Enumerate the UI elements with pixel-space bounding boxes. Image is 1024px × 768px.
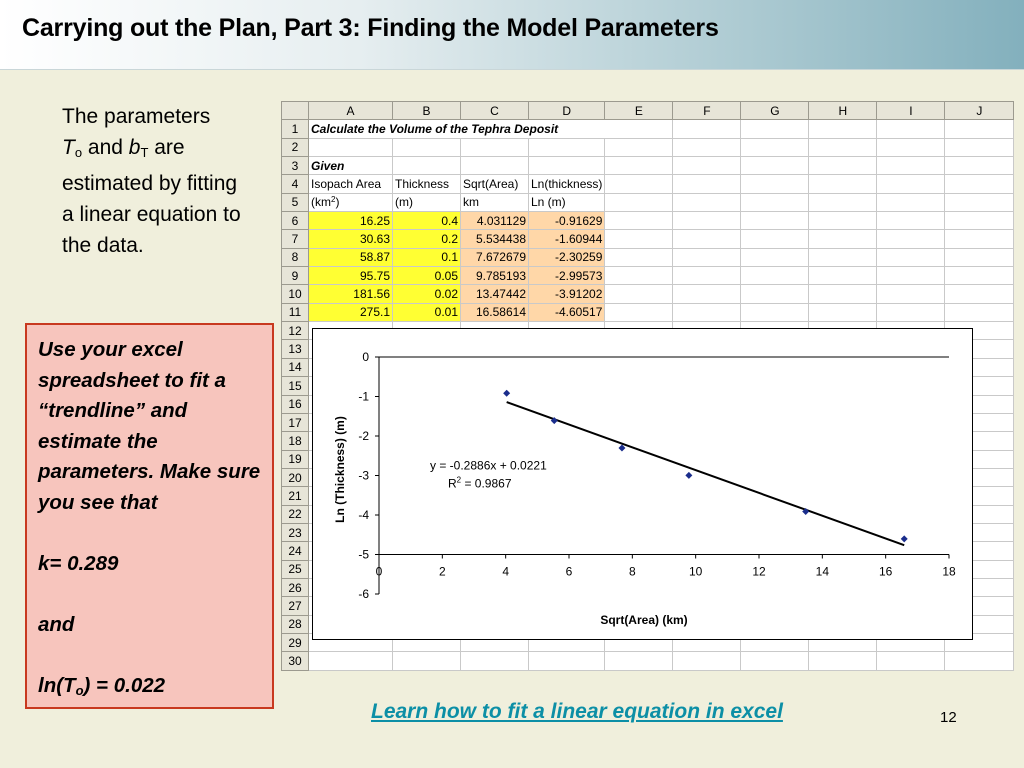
data-cell[interactable]: 181.56 [309,285,393,303]
row-header[interactable]: 15 [282,377,309,395]
callout-instruction: Use your excel spreadsheet to fit a “trendline” and estimate the parameters. Make sure you see that [38,338,261,514]
row-header[interactable]: 19 [282,450,309,468]
cell[interactable] [741,267,809,285]
unit-cell[interactable]: km [461,193,529,211]
row-header[interactable]: 12 [282,322,309,340]
cell[interactable] [461,157,529,175]
data-cell[interactable]: 0.01 [393,303,461,321]
column-header[interactable]: A [309,102,393,120]
sheet-row [282,303,1014,321]
t-symbol: T [62,136,75,159]
sheet-row [282,157,1014,175]
row-header[interactable]: 13 [282,340,309,358]
data-cell[interactable]: -4.60517 [529,303,605,321]
cell[interactable] [741,138,809,156]
unit-text: ) [335,195,340,210]
x-axis-title: Sqrt(Area) (km) [600,613,688,627]
chart-canvas [313,329,972,639]
y-tick-label: -2 [358,429,369,443]
cell[interactable] [945,285,1014,303]
row-header[interactable]: 4 [282,175,309,193]
row-header[interactable]: 20 [282,468,309,486]
cell[interactable] [393,157,461,175]
page-number: 12 [940,709,957,726]
data-point [503,390,510,397]
x-tick-label: 14 [815,564,830,579]
row-header[interactable]: 11 [282,303,309,321]
y-tick-label: -4 [358,508,369,522]
trendline [507,402,905,545]
data-cell[interactable]: 16.58614 [461,303,529,321]
callout-k-value: k= 0.289 [38,551,119,575]
row-header[interactable]: 8 [282,248,309,266]
y-tick-label: -3 [358,468,369,483]
slide-title: Carrying out the Plan, Part 3: Finding the Model Parameters [22,14,719,42]
data-cell[interactable]: 0.1 [393,248,461,266]
y-tick-label: -1 [358,389,369,404]
cell[interactable] [809,120,877,138]
cell[interactable] [605,267,673,285]
data-cell[interactable]: 0.2 [393,230,461,248]
cell[interactable] [605,230,673,248]
cell[interactable] [945,248,1014,266]
cell[interactable] [945,212,1014,230]
sheet-row [282,230,1014,248]
cell[interactable] [809,193,877,211]
x-tick-label: 6 [565,564,573,579]
row-header[interactable]: 24 [282,542,309,560]
cell[interactable] [741,303,809,321]
ln-subscript: o [75,682,84,698]
cell[interactable] [809,175,877,193]
scatter-chart[interactable] [312,328,973,640]
cell[interactable] [673,285,741,303]
y-tick-label: -6 [358,587,369,601]
ln-suffix: ) = 0.022 [83,673,166,697]
cell[interactable] [309,652,393,670]
cell[interactable] [877,138,945,156]
cell[interactable] [945,267,1014,285]
intro-and: and [82,136,129,159]
data-cell[interactable]: 30.63 [309,230,393,248]
cell[interactable] [741,193,809,211]
cell[interactable] [741,230,809,248]
data-point [685,472,692,479]
x-tick-label: 16 [878,564,893,579]
cell[interactable] [945,652,1014,670]
row-header[interactable]: 22 [282,505,309,523]
header-cell[interactable]: Ln(thickness) [529,175,605,193]
row-header[interactable]: 17 [282,413,309,431]
unit-cell[interactable] [309,193,393,211]
cell[interactable] [809,230,877,248]
cell[interactable] [605,212,673,230]
cell[interactable] [741,248,809,266]
cell[interactable] [877,157,945,175]
tutorial-link[interactable]: Learn how to fit a linear equation in excel [371,700,783,723]
column-header[interactable]: G [741,102,809,120]
unit-text: (km [311,195,331,210]
header-cell[interactable]: Isopach Area [309,175,393,193]
row-header[interactable]: 2 [282,138,309,156]
row-header[interactable]: 1 [282,120,309,138]
cell[interactable] [673,652,741,670]
unit-sup: 2 [331,195,336,205]
intro-text [62,101,252,261]
sheet-row [282,267,1014,285]
cell[interactable] [673,157,741,175]
cell[interactable] [741,212,809,230]
header-cell[interactable]: Thickness [393,175,461,193]
row-header[interactable]: 18 [282,432,309,450]
sheet-row [282,285,1014,303]
cell[interactable] [741,157,809,175]
x-tick-label: 2 [438,564,446,579]
data-point [901,535,908,542]
column-header[interactable]: H [809,102,877,120]
row-header[interactable]: 29 [282,633,309,651]
cell[interactable] [877,193,945,211]
x-tick-label: 10 [688,564,703,579]
cell[interactable] [529,157,605,175]
row-header[interactable]: 9 [282,267,309,285]
data-cell[interactable]: 0.05 [393,267,461,285]
cell[interactable] [605,285,673,303]
row-header[interactable]: 27 [282,597,309,615]
cell[interactable] [741,120,809,138]
cell[interactable] [393,138,461,156]
column-header[interactable]: I [877,102,945,120]
x-tick-label: 8 [628,564,636,579]
cell[interactable] [877,212,945,230]
cell[interactable] [529,652,605,670]
cell[interactable] [529,138,605,156]
t-subscript: o [74,145,83,160]
data-cell[interactable]: 58.87 [309,248,393,266]
cell[interactable] [673,248,741,266]
data-cell[interactable]: 13.47442 [461,285,529,303]
data-cell[interactable]: 16.25 [309,212,393,230]
b-symbol: b [128,136,141,159]
data-cell[interactable]: 9.785193 [461,267,529,285]
cell[interactable] [741,285,809,303]
row-header[interactable]: 23 [282,523,309,541]
cell[interactable] [309,138,393,156]
instruction-callout [25,323,274,709]
intro-line1: The parameters [62,105,211,128]
data-cell[interactable]: 4.031129 [461,212,529,230]
cell[interactable] [741,175,809,193]
intro-are: are [148,136,185,159]
cell[interactable] [605,193,673,211]
cell[interactable] [945,193,1014,211]
cell[interactable] [809,285,877,303]
y-tick-label: -5 [358,547,369,562]
cell[interactable] [809,303,877,321]
cell[interactable] [877,175,945,193]
sheet-row [282,212,1014,230]
cell[interactable] [877,248,945,266]
cell[interactable] [877,652,945,670]
cell[interactable] [605,303,673,321]
data-cell[interactable]: 0.4 [393,212,461,230]
cell[interactable] [461,138,529,156]
x-tick-label: 4 [502,564,510,579]
data-cell[interactable]: -1.60944 [529,230,605,248]
data-cell[interactable]: -2.99573 [529,267,605,285]
data-cell[interactable]: -0.91629 [529,212,605,230]
row-header[interactable]: 21 [282,487,309,505]
cell[interactable] [461,652,529,670]
cell[interactable] [393,652,461,670]
row-header[interactable]: 28 [282,615,309,633]
cell[interactable] [673,230,741,248]
x-tick-label: 18 [942,564,956,579]
cell[interactable] [809,157,877,175]
row-header[interactable]: 3 [282,157,309,175]
cell[interactable] [673,138,741,156]
data-cell[interactable]: 5.534438 [461,230,529,248]
cell[interactable] [877,267,945,285]
sheet-row [282,138,1014,156]
cell[interactable] [809,138,877,156]
callout-and: and [38,612,75,636]
row-header[interactable]: 26 [282,578,309,596]
x-tick-label: 12 [752,564,766,579]
row-header[interactable]: 6 [282,212,309,230]
cell[interactable] [673,267,741,285]
cell[interactable] [673,175,741,193]
y-tick-label: 0 [362,350,369,364]
y-axis-title: Ln (Thickness) (m) [333,416,347,523]
title-bar [0,0,1024,70]
row-header[interactable]: 30 [282,652,309,670]
cell[interactable] [945,157,1014,175]
sheet-row [282,652,1014,670]
unit-cell[interactable]: (m) [393,193,461,211]
column-header[interactable]: B [393,102,461,120]
header-cell[interactable]: Sqrt(Area) [461,175,529,193]
cell[interactable] [673,212,741,230]
data-cell[interactable]: 7.672679 [461,248,529,266]
cell[interactable] [673,120,741,138]
row-header[interactable]: 25 [282,560,309,578]
ln-prefix: ln(T [38,673,76,697]
sheet-row [282,120,1014,138]
cell[interactable] [877,230,945,248]
data-cell[interactable]: -3.91202 [529,285,605,303]
callout-ln-to [38,671,266,707]
cell[interactable] [741,652,809,670]
trendline-equation: y = -0.2886x + 0.0221 [430,458,547,473]
cell[interactable] [877,120,945,138]
sheet-row [282,248,1014,266]
row-header[interactable]: 7 [282,230,309,248]
cell[interactable] [673,303,741,321]
given-cell[interactable]: Given [309,157,393,175]
x-tick-label: 0 [375,564,383,579]
cell[interactable] [877,303,945,321]
row-header[interactable]: 14 [282,358,309,376]
cell[interactable] [809,212,877,230]
column-header[interactable]: F [673,102,741,120]
cell[interactable] [605,248,673,266]
data-cell[interactable]: 95.75 [309,267,393,285]
cell[interactable] [945,303,1014,321]
column-header[interactable]: J [945,102,1014,120]
cell[interactable] [605,175,673,193]
row-header[interactable]: 16 [282,395,309,413]
data-cell[interactable]: 275.1 [309,303,393,321]
column-header[interactable]: D [529,102,605,120]
cell[interactable] [809,652,877,670]
column-header-row [282,102,1014,120]
data-cell[interactable]: -2.30259 [529,248,605,266]
cell[interactable] [673,193,741,211]
cell[interactable] [809,248,877,266]
intro-rest: estimated by fitting a linear equation to the data. [62,172,241,257]
r-squared-label: $R^2 = 0.9867$ [448,475,512,491]
cell[interactable] [945,120,1014,138]
cell[interactable] [945,230,1014,248]
cell[interactable] [605,157,673,175]
row-header[interactable]: 10 [282,285,309,303]
row-header[interactable]: 5 [282,193,309,211]
unit-cell[interactable]: Ln (m) [529,193,605,211]
cell[interactable] [809,267,877,285]
cell[interactable] [877,285,945,303]
sheet-row [282,175,1014,193]
column-header[interactable]: E [605,102,673,120]
column-header[interactable]: C [461,102,529,120]
title-cell[interactable]: Calculate the Volume of the Tephra Deposit [309,120,673,138]
cell[interactable] [945,175,1014,193]
sheet-row [282,193,1014,211]
b-subscript: T [140,145,149,160]
cell[interactable] [605,652,673,670]
select-all-corner[interactable] [282,102,309,120]
data-cell[interactable]: 0.02 [393,285,461,303]
cell[interactable] [945,138,1014,156]
cell[interactable] [605,138,673,156]
